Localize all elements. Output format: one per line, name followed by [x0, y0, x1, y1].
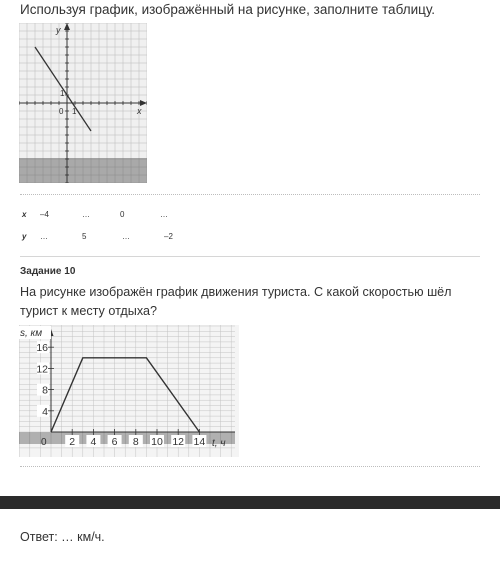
table-cell: –4	[40, 210, 49, 219]
y-tick-label: 12	[36, 363, 48, 376]
answer-line: Ответ: … км/ч.	[20, 530, 105, 544]
x-tick-label: 8	[132, 436, 139, 448]
task10-graph	[19, 325, 239, 457]
separator	[20, 466, 480, 467]
table-cell: …	[82, 210, 90, 219]
y-tick-label: 16	[36, 342, 48, 355]
x-tick-label: 12	[172, 436, 185, 448]
x-tick-label: 4	[90, 436, 97, 448]
y-axis-label: y	[56, 25, 61, 35]
x-axis-label: x	[137, 106, 142, 116]
task9-graph	[19, 23, 147, 183]
t-axis-label: t, ч	[212, 438, 226, 449]
x-tick-label: 2	[69, 436, 76, 448]
x-tick-label: 14	[193, 436, 206, 448]
footer-bar	[0, 496, 500, 509]
x-unit-label: 1	[72, 107, 77, 116]
separator	[20, 256, 480, 257]
x-tick-label: 10	[151, 436, 163, 448]
table-cell: 5	[82, 232, 87, 241]
origin-label: 0	[41, 437, 47, 448]
y-unit-label: 1	[60, 89, 65, 98]
table-cell: –2	[164, 232, 173, 241]
table-cell: …	[122, 232, 130, 241]
row-header-y: y	[22, 232, 27, 241]
y-tick-label: 4	[42, 405, 48, 418]
table-cell: …	[40, 232, 48, 241]
table-cell: 0	[120, 210, 125, 219]
task10-question: На рисунке изображён график движения туриста. С какой скоростью шёл турист к месту отдыха?	[20, 285, 452, 318]
row-header-x: x	[22, 210, 27, 219]
table-cell: …	[160, 210, 168, 219]
task9-prompt: Используя график, изображённый на рисунке, заполните таблицу.	[20, 2, 435, 17]
x-tick-label: 6	[111, 436, 118, 448]
s-axis-label: s, км	[20, 328, 43, 339]
origin-label: 0	[59, 107, 64, 116]
separator	[20, 194, 480, 195]
task10-title: Задание 10	[20, 266, 76, 277]
y-tick-label: 8	[42, 384, 48, 397]
